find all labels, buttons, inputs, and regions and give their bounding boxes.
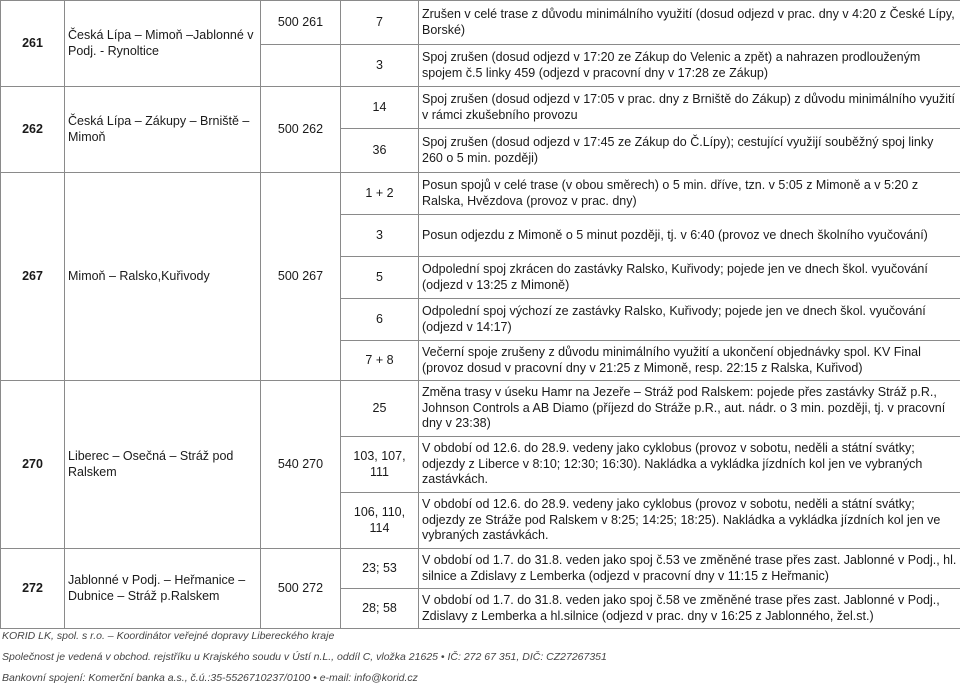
connection-number-cell: 1 + 2: [341, 173, 419, 215]
line-number-cell: 262: [1, 87, 65, 173]
change-note-cell: Spoj zrušen (dosud odjezd v 17:20 ze Zákup do Velenic a zpět) a nahrazen prodlouženým spojem č.5 linky 459 (odjezd v pracovní dny v 17:28 ze Zákup): [419, 45, 960, 87]
line-number-cell: 270: [1, 381, 65, 549]
license-number-cell: 500 262: [261, 87, 341, 173]
route-name-cell: Jablonné v Podj. – Heřmanice – Dubnice – Stráž p.Ralskem: [65, 549, 261, 629]
table-row: [1, 381, 960, 437]
license-number-cell: 540 270: [261, 381, 341, 549]
table-row: [1, 173, 960, 215]
route-name-cell: Mimoň – Ralsko,Kuřivody: [65, 173, 261, 381]
connection-number-cell: 103, 107, 111: [341, 437, 419, 493]
change-note-cell: V období od 12.6. do 28.9. vedeny jako cyklobus (provoz v sobotu, neděli a státní svátky; odjezdy z Liberce v 8:10; 12:30; 16:30). Nakládka a vykládka jízdních kol jen ve vybraných zastávkách.: [419, 437, 960, 493]
change-note-cell: Odpolední spoj zkrácen do zastávky Ralsko, Kuřivody; pojede jen ve dnech škol. vyučování (odjezd v 13:25 z Mimoně): [419, 257, 960, 299]
change-note-cell: Spoj zrušen (dosud odjezd v 17:05 v prac. dny z Brniště do Zákup) z důvodu minimálního využití v rámci zkušebního provozu: [419, 87, 960, 129]
table-row: [1, 87, 960, 129]
change-note-cell: V období od 1.7. do 31.8. veden jako spoj č.58 ve změněné trase přes zast. Jablonné v Podj., Zdislavy z Lemberka a hl.silnice (odjezd v prac. dny v 16:25 z Jablonného, žel.st.): [419, 589, 960, 629]
connection-number-cell: 28; 58: [341, 589, 419, 629]
connection-number-cell: 6: [341, 299, 419, 341]
change-note-cell: Spoj zrušen (dosud odjezd v 17:45 ze Zákup do Č.Lípy); cestující využijí souběžný spoj linky 260 o 5 min. později): [419, 129, 960, 173]
line-number-cell: 261: [1, 1, 65, 87]
license-number-cell: 500 261: [261, 1, 341, 45]
line-number-cell: 272: [1, 549, 65, 629]
change-note-cell: Večerní spoje zrušeny z důvodu minimálního využití a ukončení objednávky spol. KV Final (provoz dosud v pracovní dny v 21:25 z Mimoně, resp. 22:15 z Ralska, Kuřivod): [419, 341, 960, 381]
change-note-cell: Posun odjezdu z Mimoně o 5 minut později, tj. v 6:40 (provoz ve dnech školního vyučování): [419, 215, 960, 257]
footer-registration-line: Společnost je vedená v obchod. rejstříku u Krajského soudu v Ústí n.L., oddíl C, vložka 21625 • IČ: 272 67 351, DIČ: CZ27267351: [2, 651, 607, 663]
change-note-cell: V období od 1.7. do 31.8. veden jako spoj č.53 ve změněné trase přes zast. Jablonné v Podj., hl. silnice a Zdislavy z Lemberka (odjezd v pracovní dny v 11:15 z Heřmanic): [419, 549, 960, 589]
license-number-cell: 500 267: [261, 173, 341, 381]
connection-number-cell: 7: [341, 1, 419, 45]
connection-number-cell: 3: [341, 45, 419, 87]
connection-number-cell: 23; 53: [341, 549, 419, 589]
connection-number-cell: 5: [341, 257, 419, 299]
line-number-cell: 267: [1, 173, 65, 381]
footer-company-line: KORID LK, spol. s r.o. – Koordinátor veřejné dopravy Libereckého kraje: [2, 630, 335, 642]
change-note-cell: Změna trasy v úseku Hamr na Jezeře – Stráž pod Ralskem: pojede přes zastávky Stráž p.R., Johnson Controls a AB Diamo (příjezd do Stráže p.R., aut. nádr. o 3 min. později, tj. v pracovní dny v 23:38): [419, 381, 960, 437]
company-footer: [0, 630, 960, 685]
connection-number-cell: 14: [341, 87, 419, 129]
table-row: [1, 549, 960, 589]
license-number-cell: 500 272: [261, 549, 341, 629]
route-name-cell: Česká Lípa – Zákupy – Brniště – Mimoň: [65, 87, 261, 173]
change-note-cell: Odpolední spoj výchozí ze zastávky Ralsko, Kuřivody; pojede jen ve dnech škol. vyučování (odjezd v 14:17): [419, 299, 960, 341]
connection-number-cell: 106, 110, 114: [341, 493, 419, 549]
route-name-cell: Liberec – Osečná – Stráž pod Ralskem: [65, 381, 261, 549]
change-note-cell: V období od 12.6. do 28.9. vedeny jako cyklobus (provoz v sobotu, neděli a státní svátky; odjezdy ze Stráže pod Ralskem v 8:25; 14:25; 18:25). Nakládka a vykládka jízdních kol jen ve vybraných zastávkách.: [419, 493, 960, 549]
footer-bank-line: Bankovní spojení: Komerční banka a.s., č.ú.:35-5526710237/0100 • e-mail: info@korid.cz: [2, 672, 418, 684]
change-note-cell: Posun spojů v celé trase (v obou směrech) o 5 min. dříve, tzn. v 5:05 z Mimoně a v 5:20 z Ralska, Hvězdova (provoz v prac. dny): [419, 173, 960, 215]
route-name-cell: Česká Lípa – Mimoň –Jablonné v Podj. - Rynoltice: [65, 1, 261, 87]
change-note-cell: Zrušen v celé trase z důvodu minimálního využití (dosud odjezd v prac. dny v 4:20 z České Lípy, Borské): [419, 1, 960, 45]
connection-number-cell: 3: [341, 215, 419, 257]
license-number-cell: [261, 45, 341, 87]
connection-number-cell: 25: [341, 381, 419, 437]
connection-number-cell: 36: [341, 129, 419, 173]
table-row: [1, 1, 960, 45]
connection-number-cell: 7 + 8: [341, 341, 419, 381]
